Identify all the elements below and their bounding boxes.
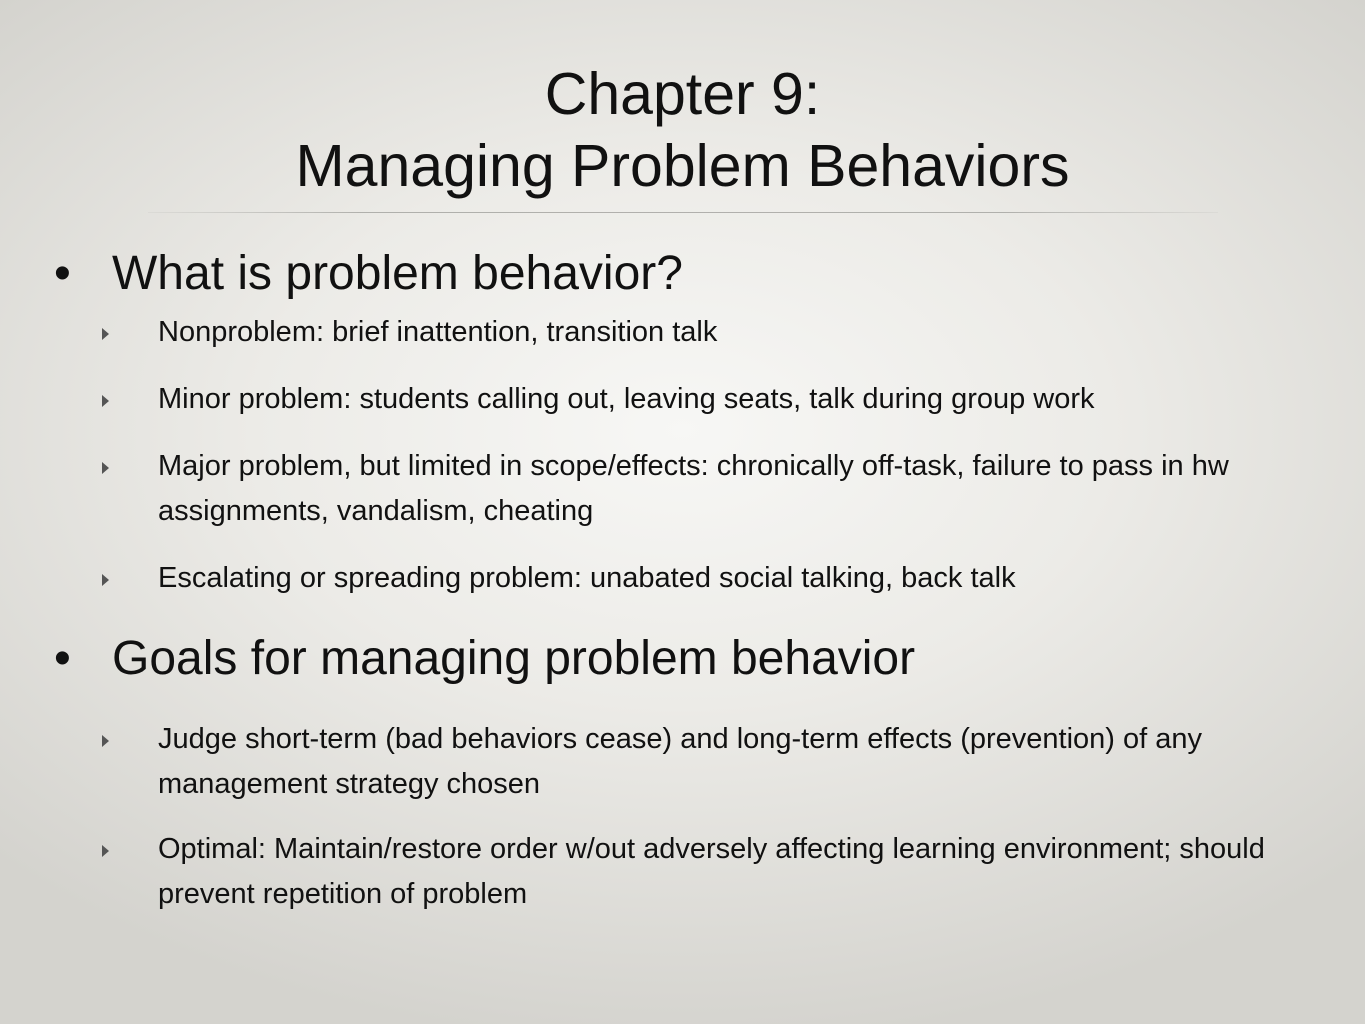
- list-item: [0, 310, 1365, 355]
- list-item: [0, 444, 1365, 534]
- bullet-icon: •: [54, 632, 71, 685]
- slide-title-line-1: Chapter 9:: [544, 61, 821, 127]
- list-item-text: Major problem, but limited in scope/effects: chronically off-task, failure to pass in hw assignments, vandalism, cheating: [158, 450, 1229, 527]
- list-item: [0, 827, 1365, 917]
- list-item-text: Escalating or spreading problem: unabated social talking, back talk: [158, 562, 1016, 594]
- triangle-bullet-icon: [102, 735, 109, 747]
- title-divider: [148, 212, 1218, 213]
- section-heading: [0, 238, 1365, 310]
- triangle-bullet-icon: [102, 574, 109, 586]
- section-management-goals: [0, 623, 1365, 917]
- list-item-text: Judge short-term (bad behaviors cease) and long-term effects (prevention) of any management strategy chosen: [158, 723, 1202, 800]
- triangle-bullet-icon: [102, 462, 109, 474]
- bullet-icon: •: [54, 247, 71, 300]
- section-problem-behavior: [0, 238, 1365, 601]
- list-item-text: Nonproblem: brief inattention, transition talk: [158, 316, 718, 348]
- list-item-text: Optimal: Maintain/restore order w/out adversely affecting learning environment; should prevent repetition of problem: [158, 833, 1265, 910]
- list-item: [0, 556, 1365, 601]
- section-heading-text: Goals for managing problem behavior: [112, 632, 916, 685]
- slide-title-line-2: Managing Problem Behaviors: [295, 133, 1070, 199]
- section-heading-text: What is problem behavior?: [112, 247, 683, 300]
- slide-body: [0, 238, 1365, 917]
- triangle-bullet-icon: [102, 845, 109, 857]
- list-item: [0, 377, 1365, 422]
- list-item: [0, 717, 1365, 807]
- section-heading: [0, 623, 1365, 695]
- list-item-text: Minor problem: students calling out, leaving seats, talk during group work: [158, 383, 1095, 415]
- triangle-bullet-icon: [102, 328, 109, 340]
- slide-title: [0, 58, 1365, 202]
- triangle-bullet-icon: [102, 395, 109, 407]
